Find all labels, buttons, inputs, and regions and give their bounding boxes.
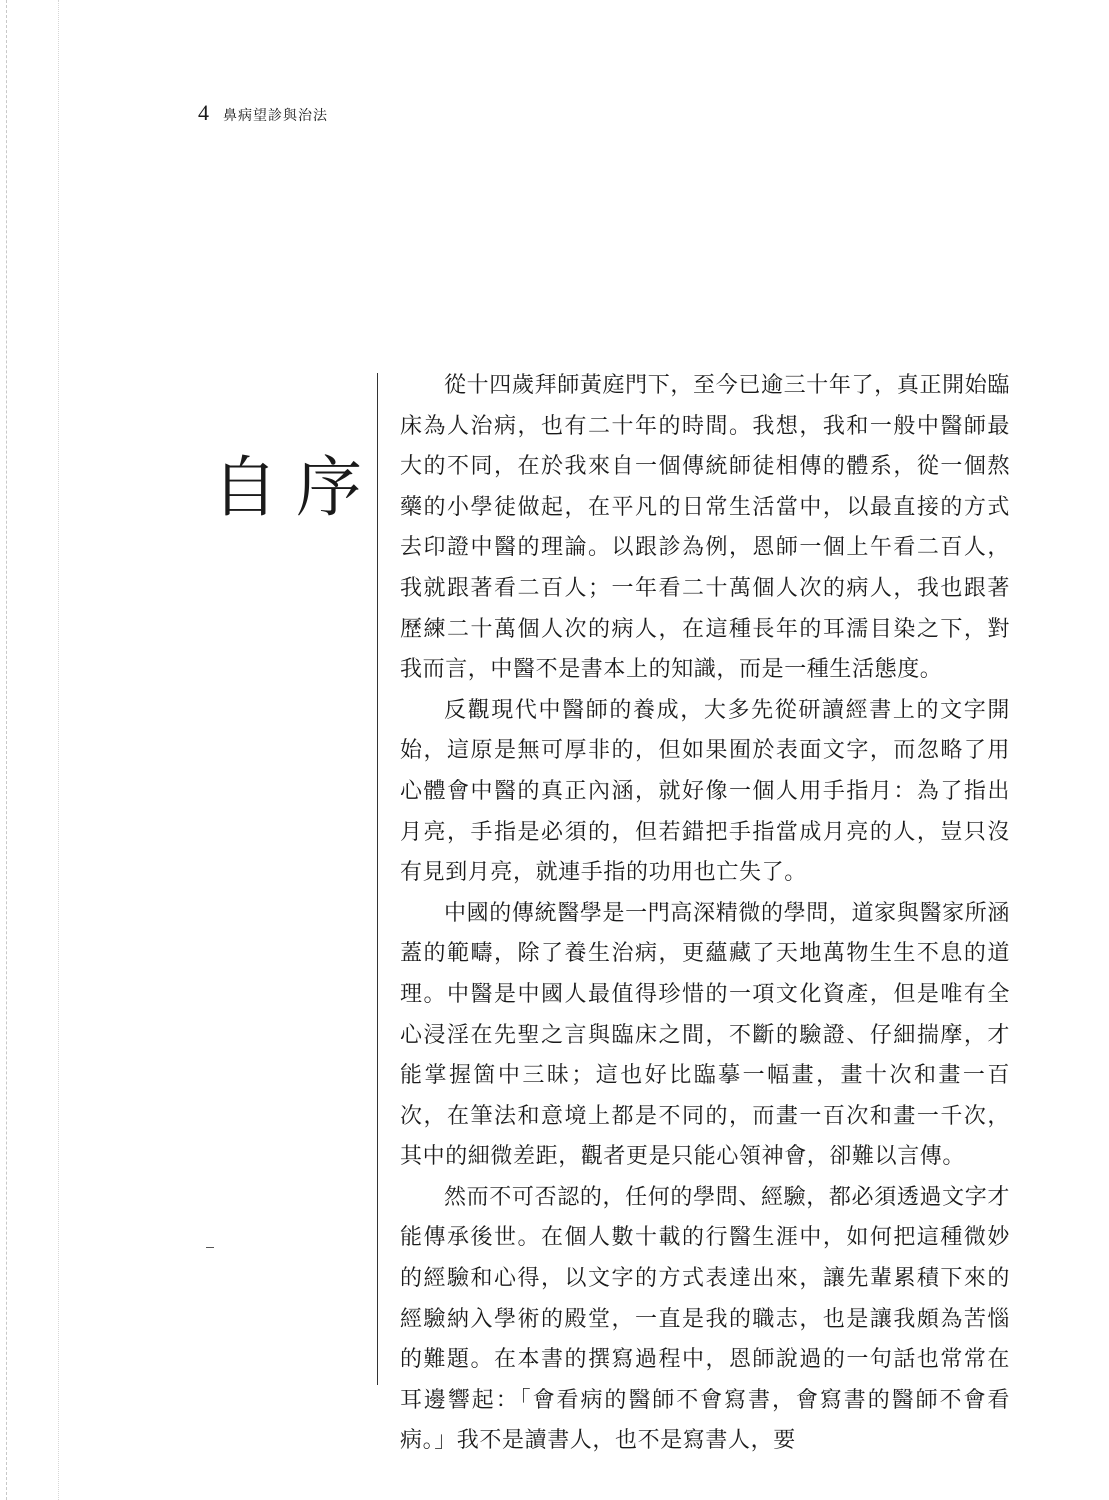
section-title: 自序 [212,449,380,527]
vertical-divider [377,373,378,1385]
page-number: 4 [198,100,209,125]
scan-edge-line [58,0,59,1500]
paragraph: 從十四歲拜師黃庭門下，至今已逾三十年了，真正開始臨床為人治病，也有二十年的時間。我想，我和一般中醫師最大的不同，在於我來自一個傳統師徒相傳的體系，從一個熬藥的小學徒做起，在平凡的日常生活當中，以最直接的方式去印證中醫的理論。以跟診為例，恩師一個上午看二百人，我就跟著看二百人；一年看二十萬個人次的病人，我也跟著歷練二十萬個人次的病人，在這種長年的耳濡目染之下，對我而言，中醫不是書本上的知識，而是一種生活態度。 [400,373,1010,683]
scan-edge-line [6,0,7,1500]
running-head [198,100,328,126]
paragraph: 然而不可否認的，任何的學問、經驗，都必須透過文字才能傳承後世。在個人數十載的行醫生涯中，如何把這種微妙的經驗和心得，以文字的方式表達出來，讓先輩累積下來的經驗納入學術的殿堂，一直是我的職志，也是讓我頗為苦惱的難題。在本書的撰寫過程中，恩師說過的一句話也常常在耳邊響起：「會看病的醫師不會寫書，會寫書的醫師不會看病。」我不是讀書人，也不是寫書人，要 [400,1184,1010,1454]
paragraph: 反觀現代中醫師的養成，大多先從研讀經書上的文字開始，這原是無可厚非的，但如果囿於表面文字，而忽略了用心體會中醫的真正內涵，就好像一個人用手指月：為了指出月亮，手指是必須的，但若錯把手指當成月亮的人，豈只沒有見到月亮，就連手指的功用也亡失了。 [400,697,1010,886]
paragraph: 中國的傳統醫學是一門高深精微的學問，道家與醫家所涵蓋的範疇，除了養生治病，更蘊藏了天地萬物生生不息的道理。中醫是中國人最值得珍惜的一項文化資產，但是唯有全心浸淫在先聖之言與臨床之間，不斷的驗證、仔細揣摩，才能掌握箇中三昧；這也好比臨摹一幅畫，畫十次和畫一百次，在筆法和意境上都是不同的，而畫一百次和畫一千次，其中的細微差距，觀者更是只能心領神會，卻難以言傳。 [400,900,1010,1170]
book-title: 鼻病望診與治法 [223,108,328,124]
body-text [400,366,1010,1462]
stray-mark [206,1247,214,1248]
